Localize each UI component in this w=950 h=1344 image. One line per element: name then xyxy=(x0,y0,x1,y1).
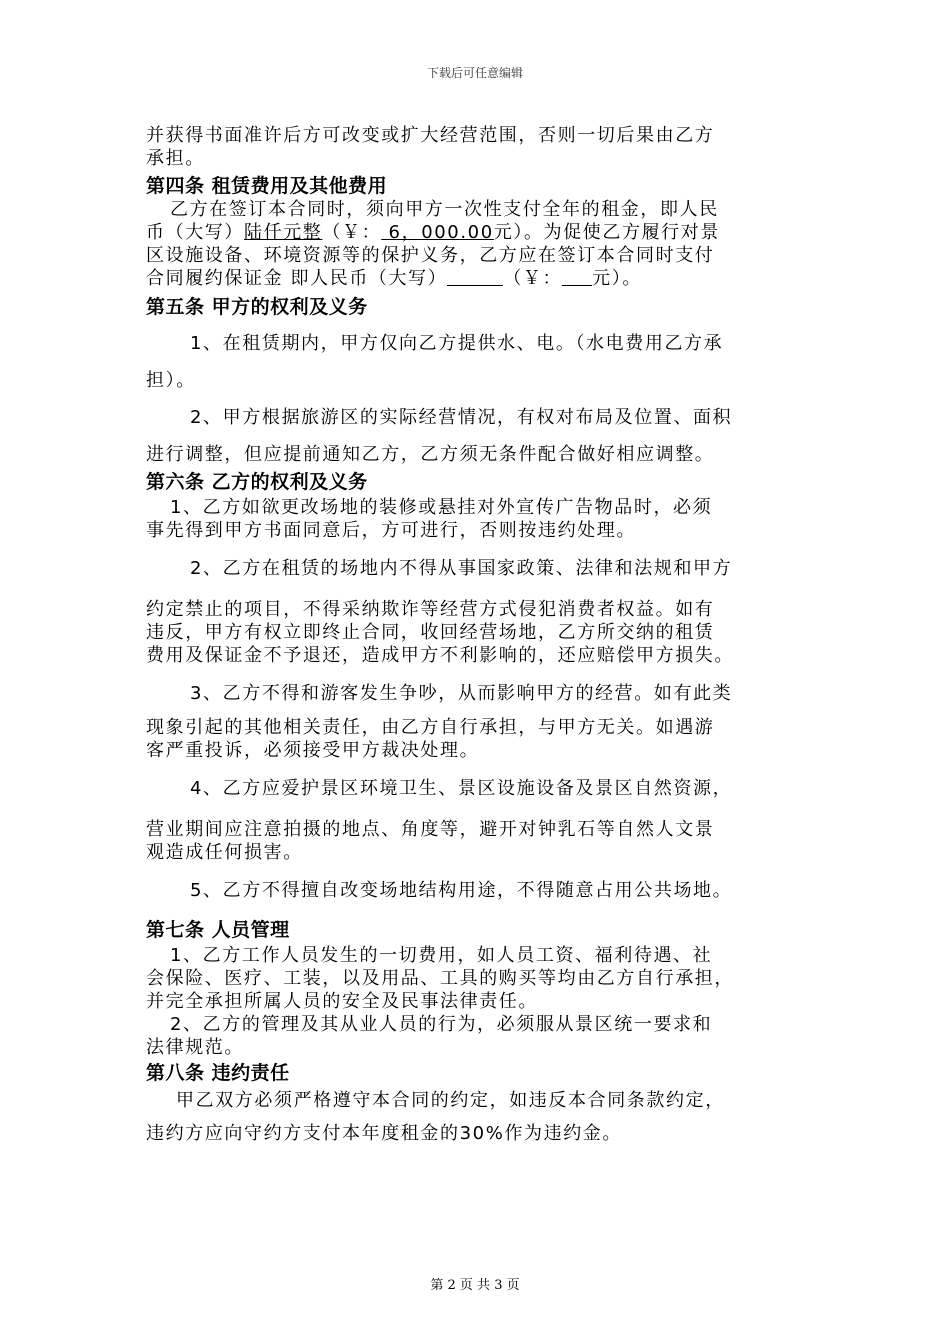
paragraph-line: 担）。 xyxy=(146,370,196,391)
text-segment: （￥： xyxy=(503,268,563,289)
page-header: 下载后可任意编辑 xyxy=(426,66,523,80)
paragraph-line: 并完全承担所属人员的安全及民事法律责任。 xyxy=(146,991,538,1012)
article-4-heading: 第四条 租赁费用及其他费用 xyxy=(146,175,388,197)
paragraph-line: 违反，甲方有权立即终止合同，收回经营场地，乙方所交纳的租赁 xyxy=(146,622,715,643)
paragraph-line: 观造成任何损害。 xyxy=(146,842,303,863)
paragraph-line: 并获得书面准许后方可改变或扩大经营范围，否则一切后果由乙方 xyxy=(146,125,715,146)
deposit-line xyxy=(146,267,810,290)
text-segment: 元）。 xyxy=(592,268,642,289)
paragraph-line: 费用及保证金不予退还，造成甲方不利影响的，还应赔偿甲方损失。 xyxy=(146,645,734,666)
rent-amount-figure: 6，000.00 xyxy=(381,222,494,243)
paragraph-line: 现象引起的其他相关责任，由乙方自行承担，与甲方无关。如遇游 xyxy=(146,717,715,738)
paragraph-line: 5、乙方不得擅自改变场地结构用途，不得随意占用公共场地。 xyxy=(190,880,733,901)
article-8-heading: 第八条 违约责任 xyxy=(146,1062,290,1084)
paragraph-line: 违约方应向守约方支付本年度租金的30%作为违约金。 xyxy=(146,1123,623,1144)
paragraph-line: 3、乙方不得和游客发生争吵，从而影响甲方的经营。如有此类 xyxy=(190,683,733,704)
rent-amount-line xyxy=(146,221,810,244)
paragraph-line: 2、甲方根据旅游区的实际经营情况，有权对布局及位置、面积 xyxy=(190,407,733,428)
paragraph-line: 会保险、医疗、工装，以及用品、工具的购买等均由乙方自行承担， xyxy=(146,968,734,989)
paragraph-line: 约定禁止的项目，不得采纳欺诈等经营方式侵犯消费者权益。如有 xyxy=(146,599,715,620)
paragraph-line: 事先得到甲方书面同意后，方可进行，否则按违约处理。 xyxy=(146,520,636,541)
paragraph-line: 承担。 xyxy=(146,148,205,169)
rent-amount-words: 陆仟元整 xyxy=(244,222,323,243)
paragraph-line: 区设施设备、环境资源等的保护义务，乙方应在签订本合同时支付 xyxy=(146,245,715,266)
paragraph-line: 1、在租赁期内，甲方仅向乙方提供水、电。（水电费用乙方承 xyxy=(190,333,724,354)
paragraph-line: 1、乙方如欲更改场地的装修或悬挂对外宣传广告物品时，必须 xyxy=(170,497,713,518)
paragraph-line: 2、乙方在租赁的场地内不得从事国家政策、法律和法规和甲方 xyxy=(190,558,733,579)
text-segment: 元）。为促使乙方履行对景 xyxy=(493,222,720,243)
paragraph-line: 客严重投诉，必须接受甲方裁决处理。 xyxy=(146,740,480,761)
paragraph-line: 乙方在签订本合同时，须向甲方一次性支付全年的租金，即人民 xyxy=(170,199,719,220)
text-segment: （￥： xyxy=(322,222,382,243)
paragraph-line: 1、乙方工作人员发生的一切费用，如人员工资、福利待遇、社 xyxy=(170,945,713,966)
article-6-heading: 第六条 乙方的权利及义务 xyxy=(146,471,368,493)
text-segment: 币（大写） xyxy=(146,222,244,243)
paragraph-line: 进行调整，但应提前通知乙方，乙方须无条件配合做好相应调整。 xyxy=(146,444,715,465)
paragraph-line: 法律规范。 xyxy=(146,1037,244,1058)
document-body xyxy=(146,124,810,1149)
paragraph-line: 4、乙方应爱护景区环境卫生、景区设施设备及景区自然资源， xyxy=(190,778,733,799)
paragraph-line: 营业期间应注意拍摄的地点、角度等，避开对钟乳石等自然人文景 xyxy=(146,819,715,840)
article-5-heading: 第五条 甲方的权利及义务 xyxy=(146,296,368,318)
article-7-heading: 第七条 人员管理 xyxy=(146,919,290,941)
paragraph-line: 2、乙方的管理及其从业人员的行为，必须服从景区统一要求和 xyxy=(170,1014,713,1035)
page-footer: 第 2 页 共 3 页 xyxy=(430,1278,520,1293)
deposit-figure-blank xyxy=(562,269,592,286)
deposit-words-blank xyxy=(447,269,503,286)
paragraph-line: 甲乙双方必须严格遵守本合同的约定，如违反本合同条款约定， xyxy=(176,1090,725,1111)
text-segment: 合同履约保证金 即人民币（大写） xyxy=(146,268,448,289)
